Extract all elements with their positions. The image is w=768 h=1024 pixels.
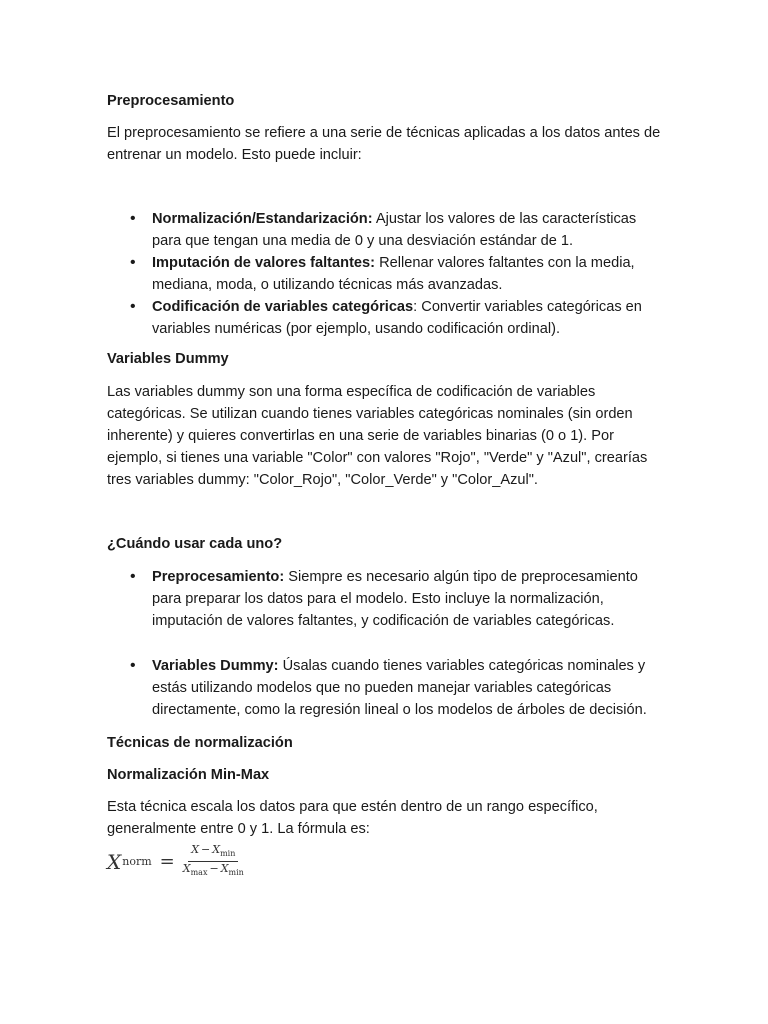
document-page (107, 90, 667, 879)
num-x: X (191, 843, 200, 856)
item-text: Úsalas cuando tienes variables categóricas nominales y estás utilizando modelos que no pueden manejar variables categóricas directamente, como la regresión lineal o los modelos de árboles de decisión. (152, 658, 647, 718)
minmax-formula (107, 844, 667, 879)
preproc-list (107, 208, 667, 340)
minmax-heading: Normalización Min-Max (107, 767, 270, 783)
preproc-heading: Preprocesamiento (107, 93, 235, 109)
num-xmin: X (212, 843, 221, 856)
formula-numerator (188, 844, 238, 862)
den-minus: − (209, 862, 219, 875)
formula-lhs: X (107, 849, 122, 874)
dummy-paragraph: Las variables dummy son una forma específica de codificación de variables categóricas. Se utilizan cuando tienes variables categóricas nominales (sin orden inherente) y quieres convertirlas en una serie de variables binarias (0 o 1). Por ejemplo, si tienes una variable "Color" con valores "Rojo", "Verde" y "Azul", crearías tres variables dummy: "Color_Rojo", "Color_Verde" y "Color_Azul". (107, 384, 648, 488)
formula-equals: = (159, 850, 175, 872)
when-list (107, 566, 667, 721)
techniques-heading: Técnicas de normalización (107, 735, 293, 751)
item-bold: Variables Dummy: (152, 658, 279, 674)
minmax-paragraph: Esta técnica escala los datos para que estén dentro de un rango específico, generalmente entre 0 y 1. La fórmula es: (107, 799, 598, 837)
item-bold: Normalización/Estandarización: (152, 211, 373, 227)
den-xmax: X (182, 862, 191, 875)
den-max-sub: max (190, 868, 208, 877)
num-min-sub: min (220, 849, 236, 858)
list-item (152, 566, 667, 632)
item-text: Ajustar los valores de las características para que tengan una media de 0 y una desviación estándar de 1. (152, 211, 637, 249)
formula-lhs-sub: norm (122, 854, 152, 868)
num-minus: − (201, 843, 211, 856)
formula-denominator (183, 862, 244, 879)
den-min-sub: min (228, 868, 244, 877)
preproc-intro: El preprocesamiento se refiere a una serie de técnicas aplicadas a los datos antes de entrenar un modelo. Esto puede incluir: (107, 125, 661, 163)
item-bold: Preprocesamiento: (152, 569, 285, 585)
item-text: : Convertir variables categóricas en variables numéricas (por ejemplo, usando codificación ordinal). (152, 299, 642, 337)
list-item (152, 252, 667, 296)
dummy-heading: Variables Dummy (107, 351, 229, 367)
list-item (152, 208, 667, 252)
list-item (152, 296, 667, 340)
item-bold: Codificación de variables categóricas (152, 299, 414, 315)
item-text: Siempre es necesario algún tipo de preprocesamiento para preparar los datos para el modelo. Esto incluye la normalización, imputación de valores faltantes, y codificación de variables categóricas. (152, 569, 638, 629)
when-heading: ¿Cuándo usar cada uno? (107, 536, 283, 552)
item-bold: Imputación de valores faltantes: (152, 255, 376, 271)
list-item (152, 655, 667, 721)
item-text: Rellenar valores faltantes con la media, mediana, moda, o utilizando técnicas más avanzadas. (152, 255, 635, 293)
den-xmin: X (220, 862, 229, 875)
formula-fraction (183, 844, 244, 879)
